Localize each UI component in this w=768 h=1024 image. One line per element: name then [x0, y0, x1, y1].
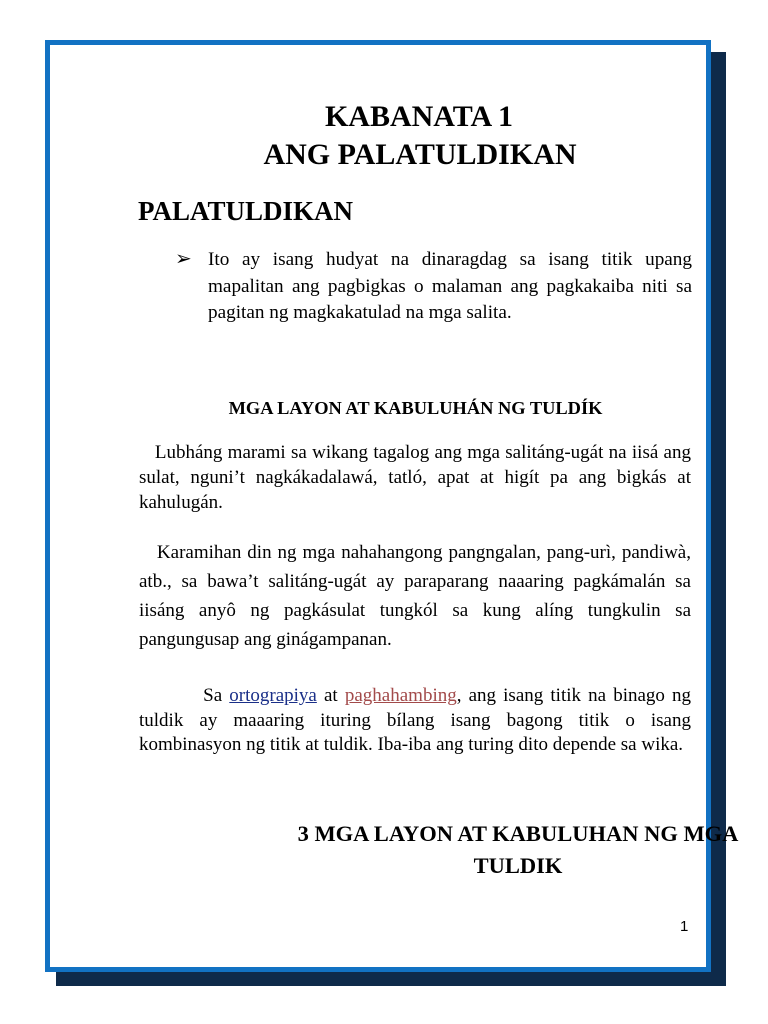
paragraph-3-connector: at — [324, 685, 338, 706]
arrow-bullet-icon: ➢ — [175, 248, 192, 270]
ortograpiya-link[interactable]: ortograpiya — [229, 685, 317, 706]
paghahambing-link[interactable]: paghahambing — [344, 685, 457, 706]
chapter-title: KABANATA 1 — [324, 100, 514, 133]
paragraph-1 — [139, 440, 691, 515]
page-number: 1 — [680, 918, 689, 935]
subheading: MGA LAYON AT KABULUHÁN NG TULDÍK — [228, 398, 603, 418]
section-3-heading — [208, 818, 768, 882]
paragraph-3-intro: Sa — [203, 685, 223, 706]
bullet-definition-text: Ito ay isang hudyat na dinaragdag sa isang titik upang mapalitan ang pagbigkas o malaman ang pagkakaiba niti sa pagitan ng magkakatulad na mga salita. — [208, 249, 692, 323]
paragraph-1-text: Lubháng marami sa wikang tagalog ang mga salitáng-ugát na iisá ang sulat, nguni’t nagkákadalawá, tatló, apat at higít pa ang bigkás at kahulugán. — [139, 442, 691, 513]
section-3-heading-line1: 3 MGA LAYON AT KABULUHAN NG MGA — [297, 821, 739, 846]
chapter-subtitle: ANG PALATULDIKAN — [263, 138, 577, 171]
paragraph-3-rest: , ang isang titik na binago ng tuldik ay maaaring ituring bílang isang bagong titik o isang kombinasyon ng titik at tuldik. Iba-iba ang turing dito depende sa wika. — [139, 685, 692, 755]
paragraph-2-text: Karamihan din ng mga nahahangong pangngalan, pang-urì, pandiwà, atb., sa bawa’t salitáng-ugát ay paraparang naaaring pagkámalán sa iisáng anyô ng pagkásulat tungkól sa kung alíng tungkulin sa pangungusap ang ginágampanan. — [139, 542, 691, 650]
section-heading: PALATULDIKAN — [138, 196, 354, 226]
section-3-heading-line2: TULDIK — [473, 853, 563, 878]
paragraph-2 — [139, 538, 691, 654]
paragraph-3 — [139, 684, 691, 758]
